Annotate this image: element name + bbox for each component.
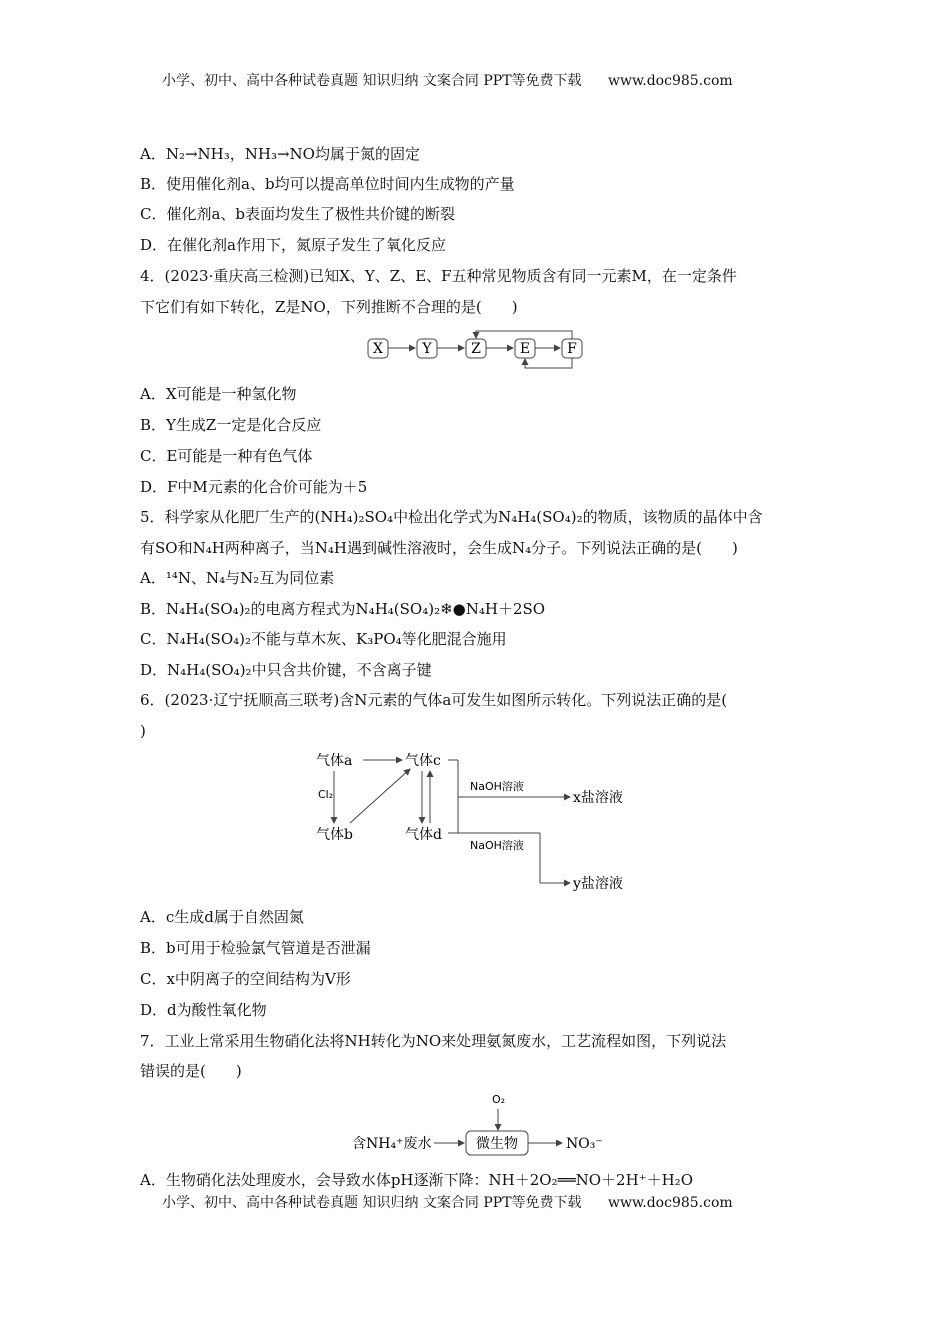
q4-conversion-diagram — [360, 328, 590, 373]
q3-option-c: C．催化剂a、b表面均发生了极性共价键的断裂 — [140, 205, 456, 223]
q6-stem-line1: 6．(2023·辽宁抚顺高三联考)含N元素的气体a可发生如图所示转化。下列说法正确的是( — [140, 691, 728, 709]
gas-a-label: 气体a — [316, 753, 353, 769]
footer-site-link[interactable]: www.doc985.com — [607, 1195, 733, 1211]
q4-option-b: B．Y生成Z一定是化合反应 — [140, 416, 322, 434]
q5-option-d: D．N₄H₄(SO₄)₂中只含共价键，不含离子键 — [140, 661, 432, 679]
arrow-f-e — [525, 358, 572, 368]
q4-option-d: D．F中M元素的化合价可能为＋5 — [140, 478, 368, 496]
q5-stem-line2: 有SO和N₄H两种离子，当N₄H遇到碱性溶液时，会生成N₄分子。下列说法正确的是( ) — [140, 539, 738, 557]
q6-option-b: B．b可用于检验氯气管道是否泄漏 — [140, 939, 371, 957]
gas-c-label: 气体c — [405, 753, 441, 769]
svg-text:Y: Y — [422, 341, 432, 357]
q5-option-b: B．N₄H₄(SO₄)₂的电离方程式为N₄H₄(SO₄)₂❄●N₄H＋2SO — [140, 600, 546, 618]
svg-text:Z: Z — [471, 341, 481, 357]
q6-option-c: C．x中阴离子的空间结构为V形 — [140, 970, 351, 988]
footer-text: 小学、初中、高中各种试卷真题 知识归纳 文案合同 PPT等免费下载 — [162, 1195, 582, 1211]
q4-stem-line1: 4．(2023·重庆高三检测)已知X、Y、Z、E、F五种常见物质含有同一元素M，在一定条件 — [140, 267, 737, 285]
q3-option-b: B．使用催化剂a、b均可以提高单位时间内生成物的产量 — [140, 175, 515, 193]
svg-text:E: E — [519, 341, 531, 357]
q5-option-a: A．¹⁴N、N₄与N₂互为同位素 — [140, 569, 335, 587]
gas-b-label: 气体b — [316, 827, 353, 843]
node-y — [417, 339, 437, 358]
header-text: 小学、初中、高中各种试卷真题 知识归纳 文案合同 PPT等免费下载 — [162, 73, 582, 89]
arrow-f-z — [476, 331, 572, 339]
naoh-label-1: NaOH溶液 — [470, 780, 524, 793]
microbe-label: 微生物 — [476, 1136, 518, 1152]
header-site-link[interactable]: www.doc985.com — [607, 73, 733, 89]
y-salt-label: y盐溶液 — [573, 876, 623, 892]
node-e — [515, 339, 535, 358]
naoh-label-2: NaOH溶液 — [470, 839, 524, 852]
q3-option-d: D．在催化剂a作用下，氮原子发生了氧化反应 — [140, 236, 446, 254]
q6-option-a: A．c生成d属于自然固氮 — [140, 908, 304, 926]
o2-label: O₂ — [492, 1093, 506, 1106]
node-z — [466, 339, 486, 358]
q7-option-a: A．生物硝化法处理废水，会导致水体pH逐渐下降：NH＋2O₂══NO＋2H⁺＋H₂O — [140, 1171, 693, 1189]
svg-text:X: X — [373, 341, 383, 357]
node-f — [562, 339, 582, 358]
page-header — [162, 70, 733, 90]
q5-option-c: C．N₄H₄(SO₄)₂不能与草木灰、K₃PO₄等化肥混合施用 — [140, 630, 507, 648]
x-salt-label: x盐溶液 — [573, 790, 623, 806]
q6-option-d: D．d为酸性氧化物 — [140, 1001, 267, 1019]
q3-option-a: A．N₂→NH₃，NH₃→NO均属于氮的固定 — [140, 145, 420, 163]
q6-stem-line2: ) — [140, 722, 146, 740]
q6-conversion-diagram — [310, 745, 640, 895]
q7-stem-line1: 7．工业上常采用生物硝化法将NH转化为NO来处理氨氮废水，工艺流程如图，下列说法 — [140, 1032, 727, 1050]
q7-stem-line2: 错误的是( ) — [140, 1062, 242, 1080]
q4-stem-line2: 下它们有如下转化，Z是NO，下列推断不合理的是( ) — [140, 298, 518, 316]
q4-option-a: A．X可能是一种氢化物 — [140, 385, 297, 403]
gas-d-label: 气体d — [405, 827, 442, 843]
cl2-label: Cl₂ — [318, 788, 334, 801]
node-x — [368, 339, 388, 358]
q7-process-diagram — [350, 1088, 620, 1160]
page-footer — [162, 1192, 733, 1212]
arrow-b-c — [350, 769, 410, 823]
q5-stem-line1: 5．科学家从化肥厂生产的(NH₄)₂SO₄中检出化学式为N₄H₄(SO₄)₂的物质，该物质的晶体中含 — [140, 508, 763, 526]
wastewater-label: 含NH₄⁺废水 — [352, 1136, 432, 1152]
nitrate-label: NO₃⁻ — [566, 1136, 603, 1152]
q4-option-c: C．E可能是一种有色气体 — [140, 447, 313, 465]
svg-text:F: F — [567, 341, 577, 357]
